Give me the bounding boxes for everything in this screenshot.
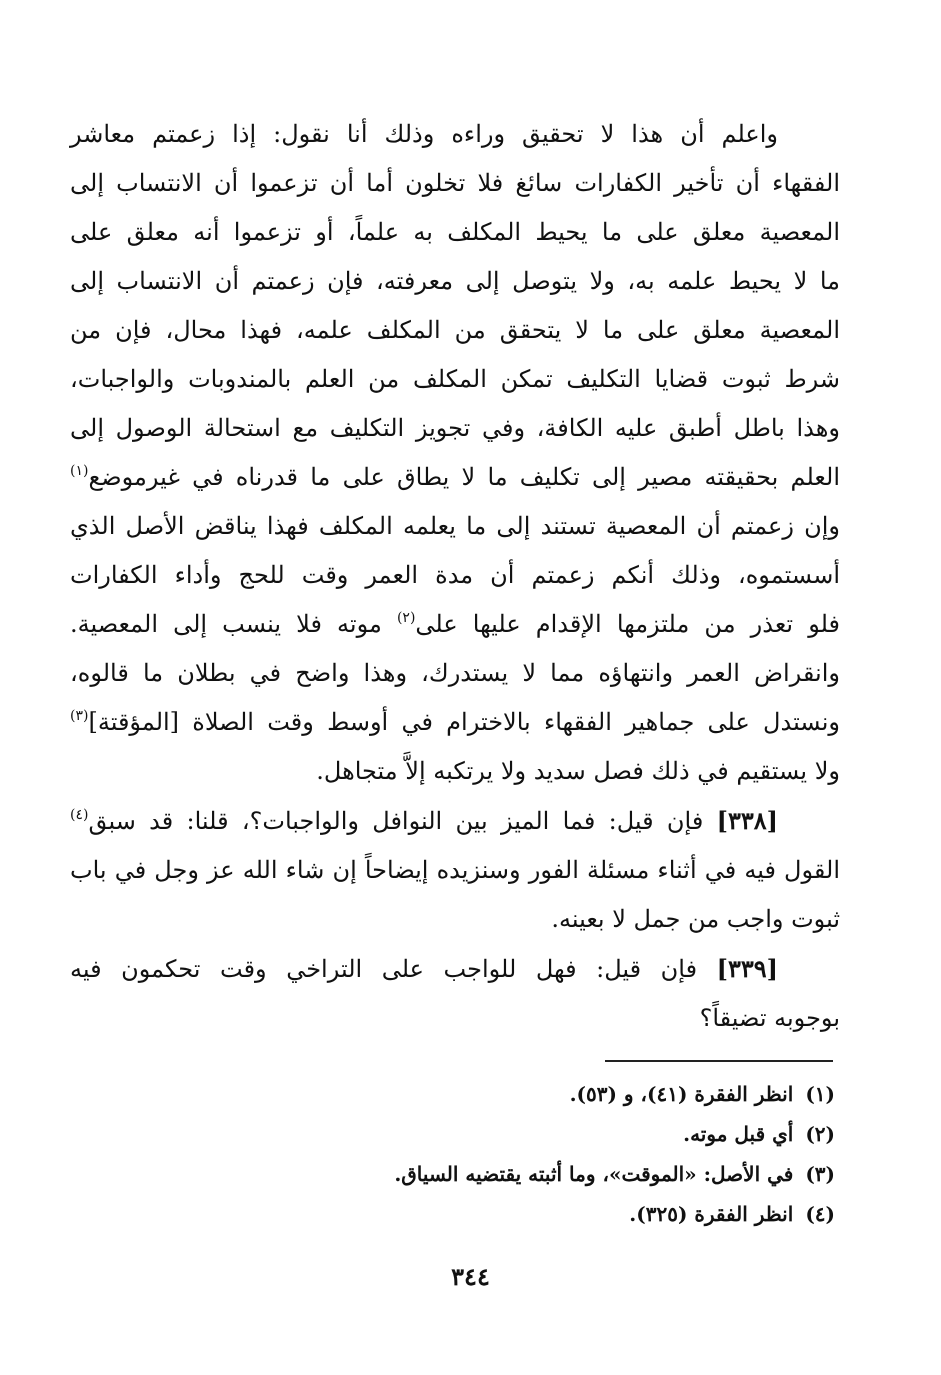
text-segment: فلو تعذر من ملتزمها الإقدام عليها على [415, 610, 841, 638]
text-line: وانقراض العمر وانتهاؤه مما لا يستدرك، وهذا واضح في بطلان ما قالوه، [70, 659, 840, 687]
text-line: القول فيه في أثناء مسئلة الفور وسنزيده إيضاحاً إن شاء الله عز وجل في باب [70, 856, 840, 884]
page-number: ٣٤٤ [451, 1262, 490, 1291]
text-line: ثبوت واجب من جمل لا بعينه. [551, 905, 840, 933]
footnote-ref: (٢) [396, 610, 416, 626]
paragraph-339 [70, 944, 840, 1043]
text-line-with-ref [70, 453, 840, 502]
footnote-ref: (٤) [70, 807, 89, 823]
footnote [115, 1194, 835, 1234]
text-segment: فإن قيل: فما الميز بين النوافل والواجبات؟، قلنا: قد سبق [88, 807, 717, 835]
footnote-ref: (٣) [70, 708, 89, 724]
text-line: الفقهاء أن تأخير الكفارات سائغ فلا تخلون أما أن تزعموا أن الانتساب إلى [70, 169, 840, 197]
text-line: ما لا يحيط علمه به، ولا يتوصل إلى معرفته، فإن زعمتم أن الانتساب إلى [70, 267, 840, 295]
text-segment: موته فلا ينسب إلى المعصية. [70, 610, 397, 638]
footnote-text: انظر الفقرة (٣٢٥). [629, 1202, 794, 1226]
text-line: بوجوبه تضيقاً؟ [699, 1004, 840, 1032]
text-line: وهذا باطل أطبق عليه الكافة، وفي تجويز التكليف مع استحالة الوصول إلى [70, 414, 840, 442]
text-segment: فإن قيل: فهل للواجب على التراخي وقت تحكمون فيه [70, 955, 717, 983]
footnote-text: أي قبل موته. [683, 1122, 794, 1146]
text-line: وإن زعمتم أن المعصية تستند إلى ما يعلمه المكلف فهذا يناقض الأصل الذي [70, 512, 840, 540]
footnote-separator [605, 1060, 833, 1062]
footnote [115, 1114, 835, 1154]
footnote [115, 1074, 835, 1114]
text-line-with-ref [70, 698, 840, 747]
text-line: واعلم أن هذا لا تحقيق وراءه وذلك أنا نقول: إذا زعمتم معاشر [70, 120, 778, 148]
footnote-number: (٢) [805, 1122, 835, 1146]
text-line-with-ref [70, 796, 840, 846]
paragraph-number: [٣٣٨] [716, 806, 778, 835]
page-body [70, 110, 840, 1043]
paragraph-number: [٣٣٩] [716, 954, 778, 983]
footnote-number: (٤) [805, 1202, 835, 1226]
text-line: المعصية معلق على ما لا يتحقق من المكلف علمه، فهذا محال، فإن من [70, 316, 840, 344]
footnote-ref: (١) [70, 463, 89, 479]
text-line: شرط ثبوت قضايا التكليف تمكن المكلف من العلم بالمندوبات والواجبات، [70, 365, 840, 393]
text-line-with-ref [70, 600, 840, 649]
text-line: ولا يستقيم في ذلك فصل سديد ولا يرتكبه إلاَّ متجاهل. [316, 757, 840, 785]
footnote [115, 1154, 835, 1194]
text-line [70, 944, 840, 994]
footnote-number: (٣) [805, 1162, 835, 1186]
footnote-text: انظر الفقرة (٤١)، و (٥٣). [569, 1082, 794, 1106]
paragraph-338 [70, 796, 840, 944]
paragraph-1 [70, 110, 840, 796]
footnote-number: (١) [805, 1082, 835, 1106]
text-line: المعصية معلق على ما يحيط المكلف به علماً، أو تزعموا أنه معلق على [70, 218, 840, 246]
text-line: أسستموه، وذلك أنكم زعمتم أن مدة العمر وقت للحج وأداء الكفارات [70, 561, 840, 589]
text-segment: ونستدل على جماهير الفقهاء بالاخترام في أوسط وقت الصلاة [المؤقتة] [88, 708, 840, 736]
footnotes [115, 1074, 835, 1234]
text-segment: العلم بحقيقته مصير إلى تكليف ما لا يطاق على ما قدرناه في غيرموضع [88, 463, 840, 491]
footnote-text: في الأصل: «الموقت»، وما أثبته يقتضيه السياق. [394, 1162, 794, 1186]
